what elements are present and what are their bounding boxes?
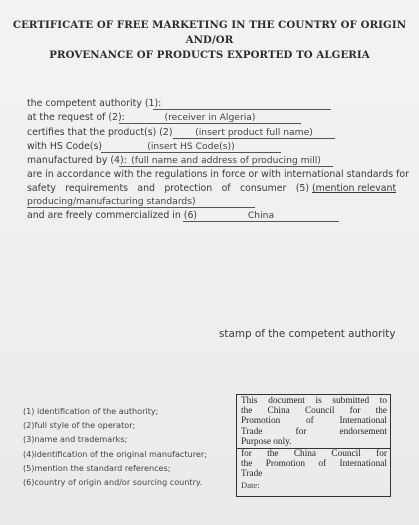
endorsement-line-5: Purpose only. (241, 436, 292, 447)
footnotes (23, 404, 207, 489)
standards-value-part1: (mention relevant (312, 183, 397, 194)
product-name-field: (insert product full name) (173, 127, 335, 139)
title-line-1: CERTIFICATE OF FREE MARKETING IN THE COUNTRY OF ORIGIN AND/OR (12, 19, 407, 46)
footnote-4: (4)identification of the original manufacturer; (23, 448, 207, 459)
commercialized-label: and are freely commercialized in (6) (27, 210, 198, 221)
council-line-2: the Promotion of International (241, 459, 387, 470)
request-of-label: at the request of (2): (27, 112, 125, 123)
footnote-2: (2)full style of the operator; (23, 420, 136, 431)
endorsement-line-2: the China Council for the (241, 406, 387, 417)
receiver-field: (receiver in Algeria) (119, 112, 301, 124)
hs-code-field: (insert HS Code(s)) (101, 141, 281, 153)
regulations-line: are in accordance with the regulations in force or with international standards for (27, 169, 409, 180)
endorsement-line-1: This document is submitted to (241, 396, 387, 406)
certifies-label: certifies that the product(s) (2) (27, 127, 173, 138)
title-line-2: PROVENANCE OF PRODUCTS EXPORTED TO ALGERIA (49, 49, 370, 61)
stamp-label: stamp of the competent authority (219, 328, 396, 340)
council-line-1: for the China Council for (241, 449, 387, 460)
standards-value-part2: producing/manufacturing standards) (27, 196, 255, 208)
endorsement-stamp-box (236, 394, 391, 497)
manufactured-by-label: manufactured by (4): (27, 155, 127, 166)
hs-code-label: with HS Code(s) (27, 141, 103, 152)
footnote-3: (3)name and trademarks; (23, 434, 128, 445)
document-title (0, 18, 419, 63)
safety-requirements-line: safety requirements and protection of consumer (5) (27, 183, 309, 194)
council-line-3: Trade (241, 469, 263, 480)
endorsement-line-4: Trade for endorsement (241, 426, 387, 437)
country-field: China (183, 210, 339, 222)
competent-authority-field (153, 98, 331, 110)
competent-authority-label: the competent authority (1): (27, 98, 162, 109)
manufacturer-field: (full name and address of producing mill) (119, 155, 333, 167)
footnote-6: (6)country of origin and/or sourcing country. (23, 477, 203, 488)
footnote-1: (1) identification of the authority; (23, 406, 159, 416)
endorsement-line-3: Promotion of International (241, 416, 387, 427)
date-label: Date: (241, 479, 260, 490)
footnote-5: (5)mention the standard references; (23, 462, 171, 473)
endorsement-divider (237, 448, 390, 459)
